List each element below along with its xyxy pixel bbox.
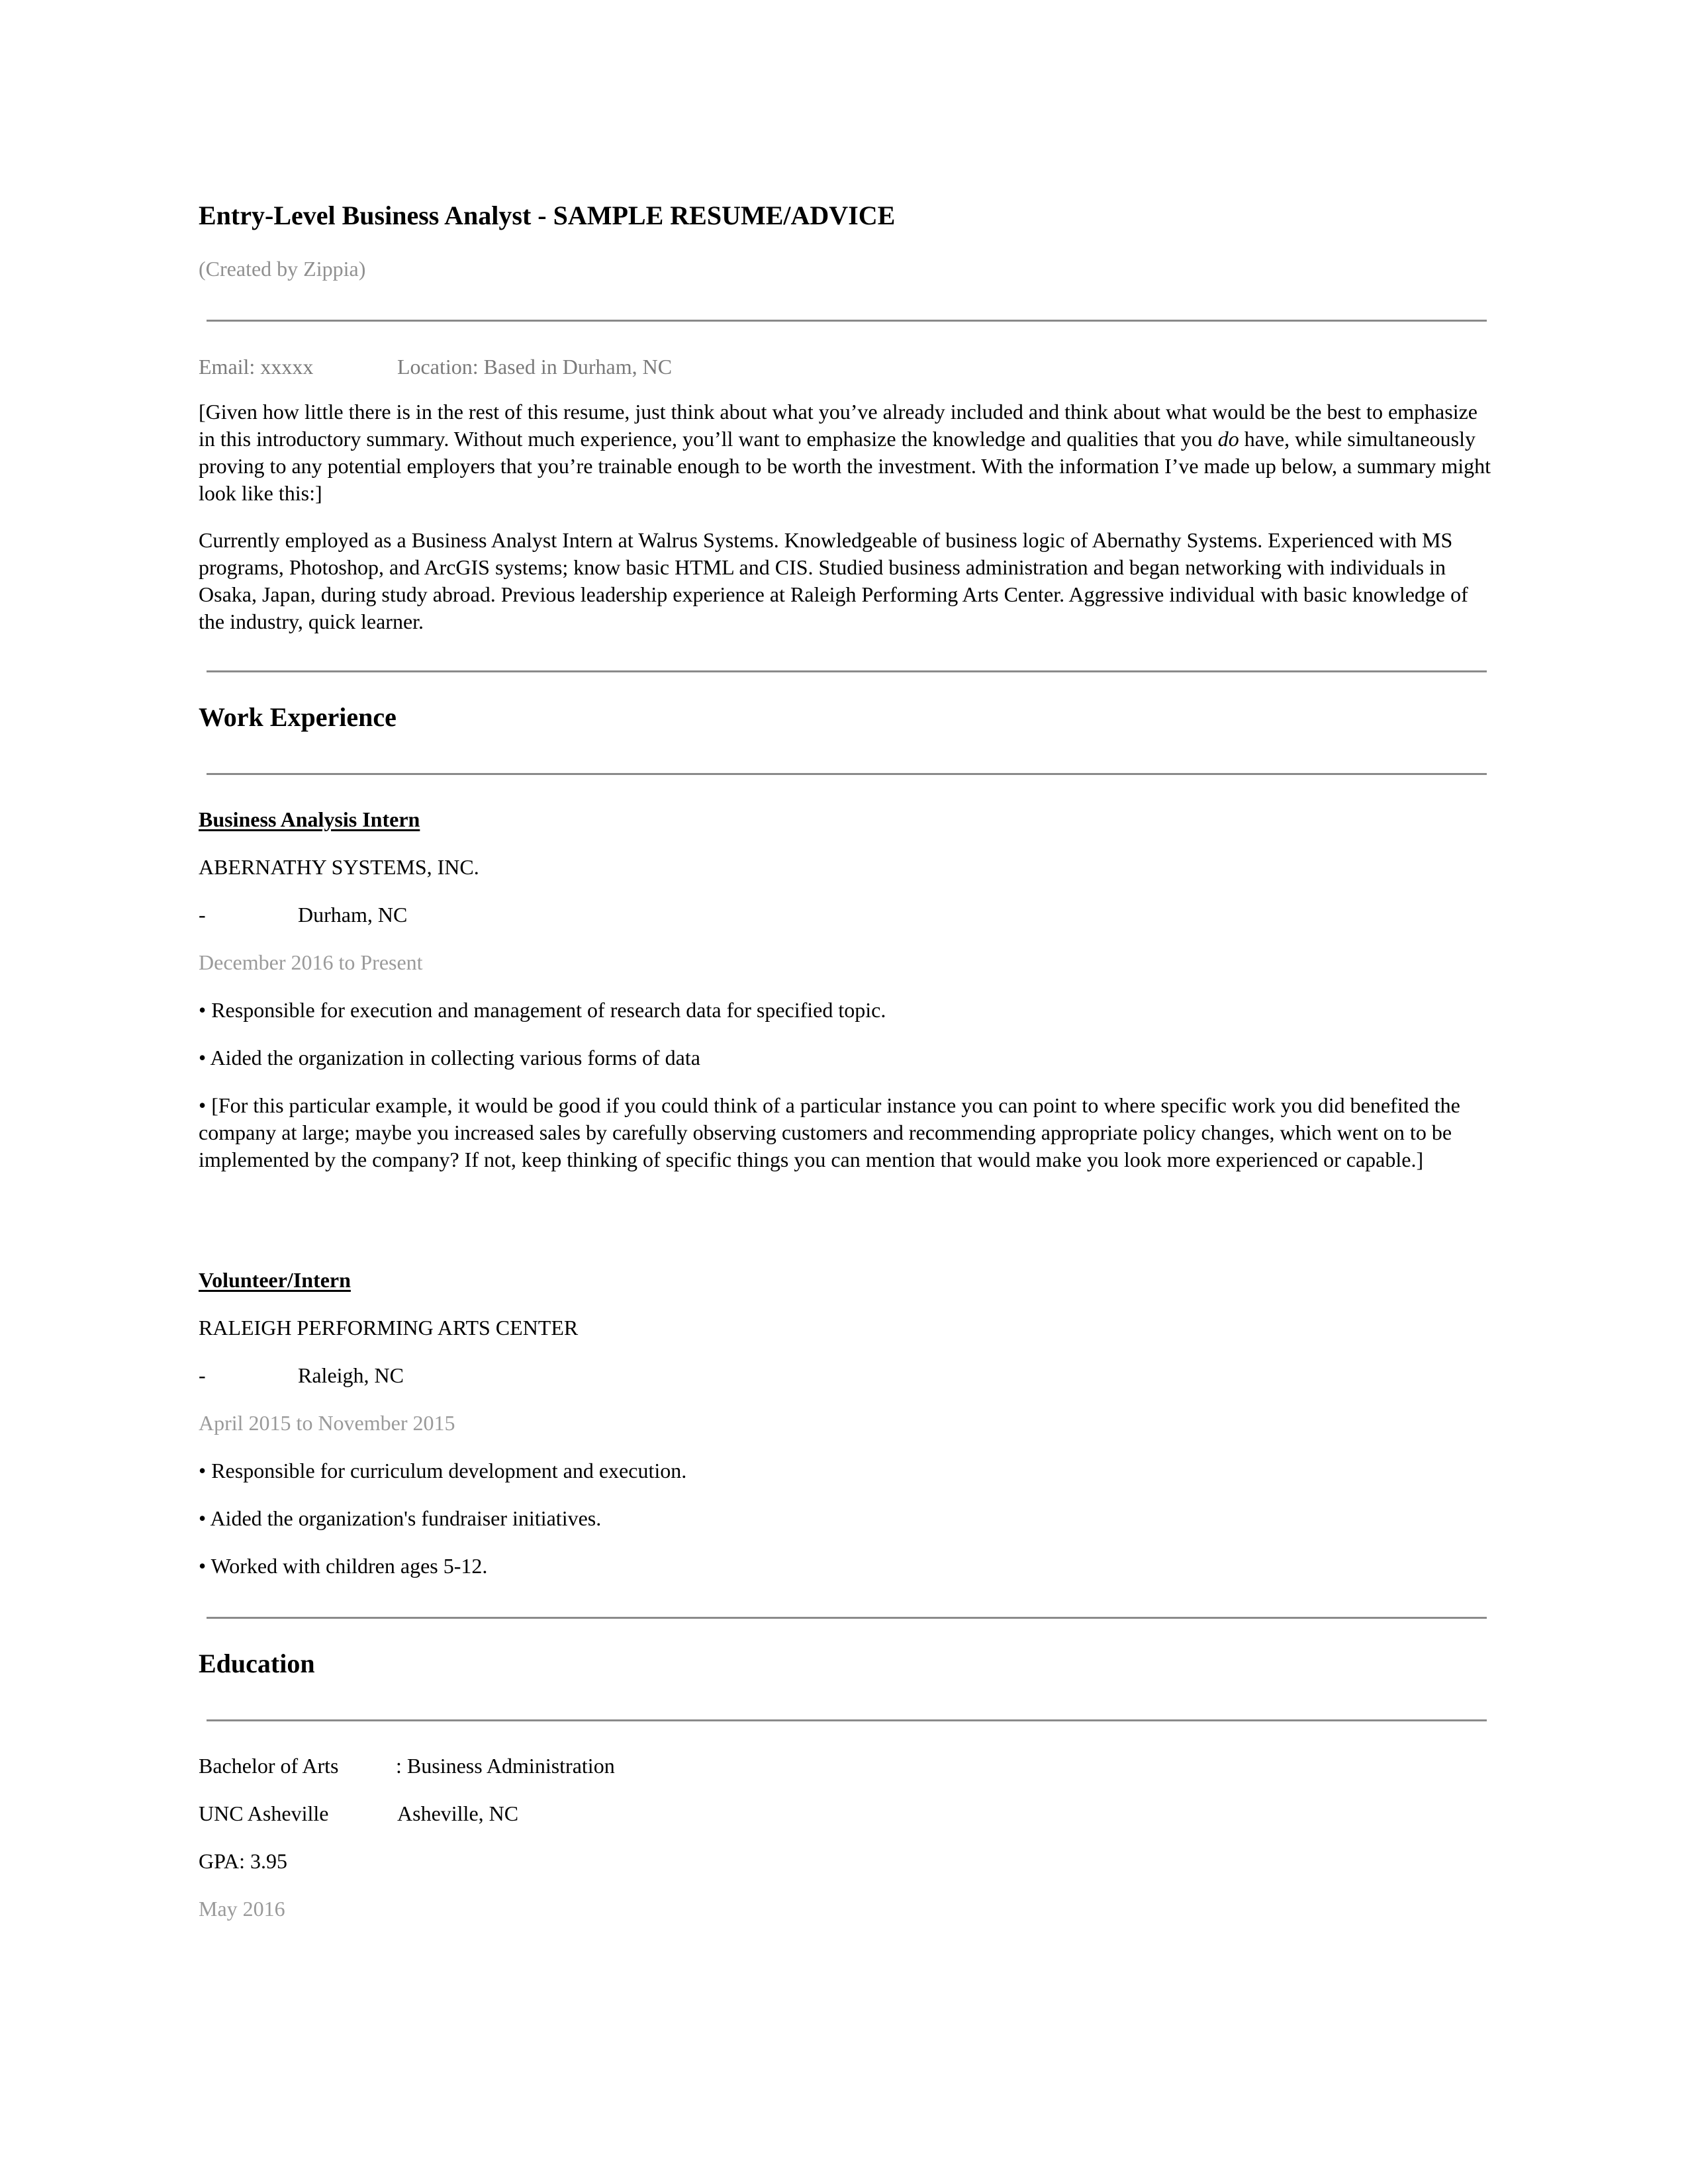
education-gpa: GPA: 3.95 bbox=[199, 1849, 287, 1873]
summary-advice bbox=[199, 398, 1496, 507]
job-company: RALEIGH PERFORMING ARTS CENTER bbox=[199, 1316, 579, 1340]
job-dates: April 2015 to November 2015 bbox=[199, 1411, 455, 1435]
job-title: Volunteer/Intern bbox=[199, 1268, 351, 1292]
job-location: Raleigh, NC bbox=[298, 1363, 404, 1387]
job-dash: - bbox=[199, 1363, 206, 1387]
divider bbox=[207, 670, 1487, 672]
summary-advice-emphasis: do bbox=[1217, 427, 1239, 451]
page-title: Entry-Level Business Analyst - SAMPLE RESUME/ADVICE bbox=[199, 201, 896, 230]
job-location: Durham, NC bbox=[298, 903, 408, 927]
section-heading-education: Education bbox=[199, 1649, 315, 1678]
job-dates: December 2016 to Present bbox=[199, 950, 423, 974]
job-bullet: • Responsible for execution and management of research data for specified topic. bbox=[199, 998, 886, 1022]
education-school-location: Asheville, NC bbox=[397, 1801, 519, 1825]
divider bbox=[207, 773, 1487, 775]
education-date: May 2016 bbox=[199, 1897, 285, 1921]
summary-advice-text-end: have, while simultaneously proving to any potential employers that you’re trainable enough to be worth the investment. With the information I’ve made up below, a summary might look like this:] bbox=[199, 427, 1491, 505]
job-bullet: • Worked with children ages 5-12. bbox=[199, 1554, 488, 1578]
section-heading-work: Work Experience bbox=[199, 702, 397, 732]
created-by-note: (Created by Zippia) bbox=[199, 257, 366, 281]
divider bbox=[207, 320, 1487, 322]
job-bullet: • [For this particular example, it would be good if you could think of a particular instance you can point to where specific work you did benefited the company at large; maybe you increased sales by carefully observing customers and recommending appropriate policy changes, which went on to be implemented by the company? If not, keep thinking of specific things you can mention that would make you look more experienced or capable.] bbox=[199, 1093, 1460, 1171]
divider bbox=[207, 1719, 1487, 1721]
job-bullet: • Aided the organization in collecting various forms of data bbox=[199, 1046, 700, 1069]
education-degree: Bachelor of Arts bbox=[199, 1754, 339, 1778]
job-title: Business Analysis Intern bbox=[199, 807, 420, 831]
job-dash: - bbox=[199, 903, 206, 927]
summary-advice-text: [Given how little there is in the rest of this resume, just think about what you’ve already included and think about what would be the best to emphasize in this introductory summary. Without much experience, you’ll want to emphasize the knowledge and qualities that you bbox=[199, 400, 1477, 451]
job-bullet: • Responsible for curriculum development and execution. bbox=[199, 1459, 687, 1482]
job-bullet: • Aided the organization's fundraiser initiatives. bbox=[199, 1506, 602, 1530]
contact-location: Location: Based in Durham, NC bbox=[397, 355, 673, 379]
education-major: : Business Administration bbox=[396, 1754, 615, 1778]
contact-email: Email: xxxxx bbox=[199, 355, 314, 379]
summary-text: Currently employed as a Business Analyst Intern at Walrus Systems. Knowledgeable of business logic of Abernathy Systems. Experienced with MS programs, Photoshop, and ArcGIS systems; know basic HTML and CIS. Studied business administration and began networking with individuals in Osaka, Japan, during study abroad. Previous leadership experience at Raleigh Performing Arts Center. Aggressive individual with basic knowledge of the industry, quick learner. bbox=[199, 528, 1468, 633]
education-school: UNC Asheville bbox=[199, 1801, 329, 1825]
divider bbox=[207, 1617, 1487, 1619]
job-company: ABERNATHY SYSTEMS, INC. bbox=[199, 855, 479, 879]
